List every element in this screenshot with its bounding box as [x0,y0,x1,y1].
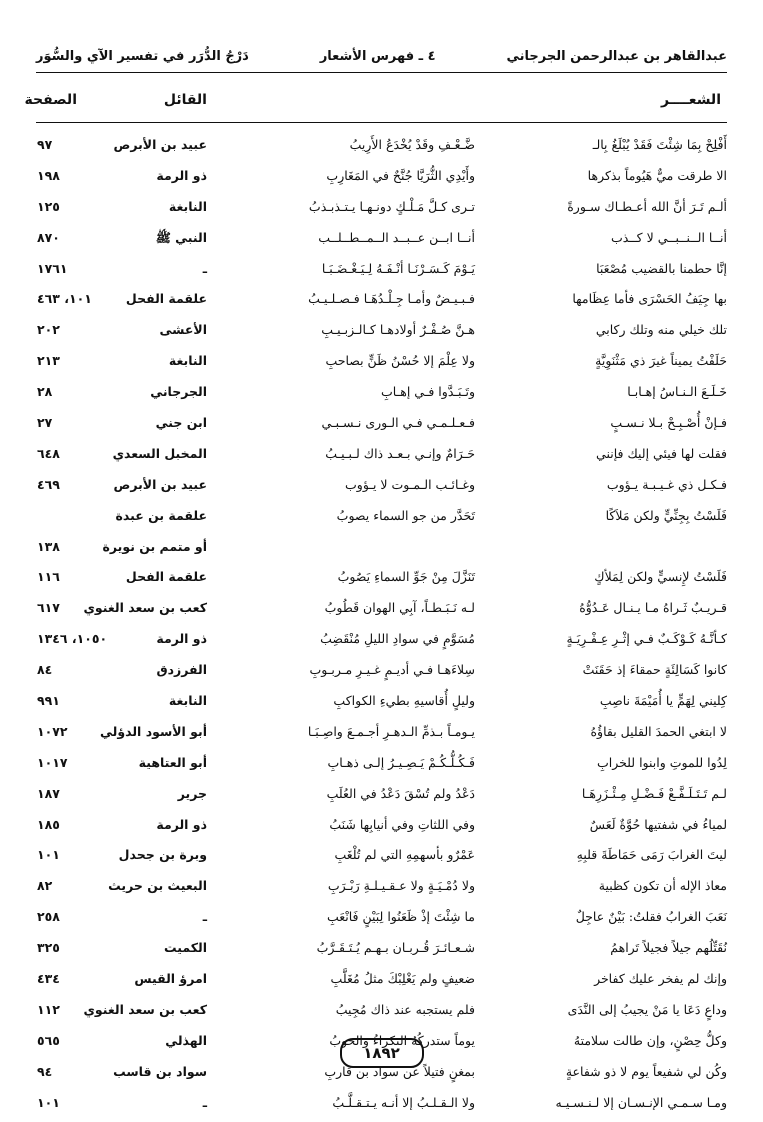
table-row [36,380,727,411]
verse-first-hemistich: وداعٍ دَعَا يا مَنْ يجيبُ إلى النَّدَى [567,1001,727,1017]
verse-speaker: ابن جني [155,415,207,431]
verse-first-hemistich: كـأنَّـهُ كَـوْكَـبٌ فـي إثْـرِ عِـفْـرِيَـةٍ [566,631,727,647]
verse-second-hemistich: تَحَدَّر من جو السماء يصوبُ [336,507,475,523]
verse-second-hemistich: فلم يستجبه عند ذاك مُجِيبُ [335,1001,475,1017]
verse-page-ref: ٥٦٥ [37,1032,60,1048]
verse-speaker: ذو الرمة [156,816,207,832]
table-row [36,226,727,257]
table-row [36,473,727,504]
verse-page-ref: ٤٦٩ [37,476,60,492]
verse-speaker: النابغة [168,353,207,369]
verse-first-hemistich: وكُن لي شفيعاً يوم لا ذو شفاعةٍ [565,1063,727,1079]
verse-page-ref: ١٣٨ [37,538,60,554]
verse-first-hemistich: فـإنْ أُصْـبِـحْ بـلا نـسـبٍ [610,415,727,431]
verse-second-hemistich: أنــا ابــن عــبــد الــمــطــلــب [318,229,475,245]
verse-page-ref: ١٢٥ [37,198,60,214]
verse-speaker: النابغة [168,198,207,214]
verse-speaker: الفرزدق [156,662,207,678]
verse-speaker: ذو الرمة [156,167,207,183]
table-row [36,658,727,689]
verse-first-hemistich: أنــا الــنــبــي لا كــذب [611,229,727,245]
verse-second-hemistich: ولا الـقـلـبُ إلا أنـه يـتـقـلَّـبُ [332,1094,475,1110]
header-rule [36,72,727,73]
table-row [36,843,727,874]
poetry-index-table [36,133,727,1122]
verse-first-hemistich: بها جِيَفُ الحَسْرَى فأما عِظَامها [572,291,727,307]
verse-second-hemistich: ولا دُمْـيَـةٍ ولا عـقـيـلـةِ رَبْـرَبِ [327,878,475,894]
verse-page-ref: ٩٤ [37,1063,53,1079]
verse-speaker: أو متمم بن نويرة [102,538,207,554]
verse-first-hemistich: وكلُّ حِصْنٍ، وإن طالت سلامتهُ [573,1032,727,1048]
verse-speaker: علقمة الفحل [125,291,207,307]
verse-second-hemistich: ولا عِلْمَ إلا حُسْنُ ظَنٍّ بصاحبِ [325,353,475,369]
verse-first-hemistich: الا طرقت ميٌّ هَيُوماً بذكرها [587,167,727,183]
verse-second-hemistich: تَنَزَّلَ مِنْ جَوِّ السماءِ يَصُوبُ [337,569,475,585]
table-row [36,1091,727,1122]
verse-second-hemistich: تـرى كـلَّ مَـلْـكٍ دونـهـا يـتـذبـذبُ [308,198,475,214]
verse-speaker: كعب بن سعد الغنوي [83,600,207,616]
verse-page-ref: ٢٨ [37,384,53,400]
column-header-poetry: الشعــــر [660,92,721,108]
table-row [36,596,727,627]
table-row [36,627,727,658]
verse-speaker: وبرة بن جحدل [118,847,207,863]
verse-page-ref: ١٨٥ [37,816,60,832]
verse-second-hemistich: بمغنٍ فتيلاً عن سواد بن قاربِ [324,1063,475,1079]
verse-speaker: ـ [202,260,207,276]
table-row [36,535,727,566]
table-row [36,967,727,998]
verse-speaker: أبو الأسود الدؤلي [100,723,207,739]
verse-speaker: عبيد بن الأبرص [113,137,207,152]
verse-speaker: المخبل السعدي [112,445,207,461]
header-author: عبدالقاهر بن عبدالرحمن الجرجاني [506,48,727,64]
verse-page-ref: ١٠١ [37,847,60,863]
verse-speaker: ذو الرمة [156,631,207,647]
verse-first-hemistich: لِدُوا للموتِ وابنوا للخرابِ [596,754,727,770]
verse-second-hemistich: يـومـاً بـذمِّ الـدهـرِ أجـمـعَ واصِـبَـا [307,723,475,739]
verse-first-hemistich: كِليني لِهَمٍّ يا أُمَيْمَةَ ناصِبِ [599,693,727,709]
verse-second-hemistich: ضَّـعْـفِ وقَدْ يُخْدَعُ الأَرِيبُ [349,137,475,152]
column-header-page: الصفحة [24,92,77,108]
table-row [36,257,727,288]
verse-page-ref: ١٠٥٠، ١٣٤٦ [37,631,108,647]
page-number-label: ١٨٩٢ [363,1044,400,1062]
table-row [36,318,727,349]
verse-second-hemistich: شـعـائـرَ قُـربـان بـهـم يُـتَـقَـرَّبُ [316,940,475,956]
verse-first-hemistich: فَلَسْتُ لإِنسيٍّ ولكن لِمَلأكٍ [594,569,727,585]
verse-speaker: ـ [202,1094,207,1110]
verse-second-hemistich: وتَـبَـدَّوا فـي إهـابِ [381,384,475,400]
header-book-title: دَرْجُ الدُّرَر في تفسير الآي والسُّوَر [36,48,249,64]
verse-second-hemistich: ما شِئْتَ إذْ ظَعَنُوا لِبَيْنٍ فَانْعَبِ [326,909,475,925]
verse-page-ref: ١٠١، ٤٦٣ [37,291,92,307]
verse-page-ref: ٢٧ [37,415,53,431]
verse-page-ref: ٨٧٠ [37,229,60,245]
verse-page-ref: ٩٩١ [37,693,60,709]
verse-first-hemistich: وإنك لم يفخر عليك كفاخر [594,971,727,987]
verse-first-hemistich: نُقَتِّلُهم جيلاً فجيلاً تَراهمُ [610,940,727,956]
table-row [36,504,727,535]
verse-second-hemistich: لـه نَـبَـطـاً، آبِي الهوان قَطُوبُ [324,600,475,616]
table-row [36,164,727,195]
verse-speaker: النبي ﷺ [155,229,207,245]
verse-first-hemistich: فقلت لها فيئي إليك فإنني [596,445,727,461]
verse-second-hemistich: حَـرَامٌ وإنـي بـعـد ذاك لـبـيـبُ [325,445,475,461]
verse-speaker: سواد بن قاسب [113,1063,207,1079]
verse-page-ref: ٢٥٨ [37,909,60,925]
verse-first-hemistich: لا ابتغي الحمدَ القليل بقاؤُهُ [590,723,727,739]
verse-second-hemistich: فَـكُـلُّـكُـمْ يَـصِـيـرُ إلـى ذهـابِ [327,754,475,770]
table-row [36,349,727,380]
table-row [36,195,727,226]
verse-page-ref: ٤٣٤ [37,971,60,987]
verse-page-ref: ٨٢ [37,878,53,894]
verse-speaker: عبيد بن الأبرص [113,476,207,492]
verse-page-ref: ٦٤٨ [37,445,60,461]
verse-page-ref: ١٨٧ [37,785,60,801]
verse-second-hemistich: وفي اللثاتِ وفي أنيابِها شَنَبُ [329,816,475,832]
table-row [36,411,727,442]
verse-first-hemistich: حَلَفْتُ يميناً غيرَ ذي مَثْنَوِيَّةٍ [595,353,727,369]
verse-second-hemistich: مُسَوَّمٍ في سوادِ الليلِ مُنْقَضِبُ [320,631,475,647]
verse-first-hemistich: فـكـل ذي غـيـبـة يـؤوب [606,476,727,492]
table-row [36,874,727,905]
verse-speaker: امرؤ القيس [134,971,207,987]
verse-page-ref: ١١٢ [37,1001,60,1017]
verse-second-hemistich: وغـائـب الـمـوت لا يـؤوب [345,476,475,492]
verse-speaker: علقمة بن عبدة [115,507,207,523]
verse-speaker: علقمة الفحل [125,569,207,585]
page-number [340,1038,424,1068]
verse-first-hemistich: خَـلَـعَ الـنـاسُ إهـابـا [627,384,727,400]
verse-second-hemistich: وأَيْدِي الثُّرَيَّا جُنَّحٌ في المَغَارِبِ [326,167,475,183]
table-row [36,565,727,596]
table-row [36,936,727,967]
column-header-rule [36,122,727,123]
table-row [36,782,727,813]
verse-second-hemistich: سِلاءَهـا فـي أديـمٍ غـيـرِ مـربـوبِ [309,662,475,678]
verse-second-hemistich: وليلٍ أُقاسيهِ بطيءِ الكواكبِ [333,693,475,709]
verse-speaker: البعيث بن حريث [108,878,207,894]
verse-page-ref: ٦١٧ [37,600,60,616]
verse-page-ref: ٢٠٢ [37,322,60,338]
verse-page-ref: ٢١٣ [37,353,60,369]
verse-first-hemistich: فَلَسْتُ بِجِنِّيٍّ ولكن مَلاَكًا [605,507,727,523]
verse-page-ref: ١٠١٧ [37,754,68,770]
verse-speaker: كعب بن سعد الغنوي [83,1001,207,1017]
running-header [36,44,727,68]
verse-first-hemistich: لمياءُ في شفتيها حُوَّةٌ لَعَسٌ [589,816,727,832]
verse-first-hemistich: ومـا سـمـي الإنـسـان إلا لـنـسـيـه [555,1094,727,1110]
verse-first-hemistich: قـريـبٌ ثَـراهُ مـا يـنـال عَـدُوُّهُ [579,600,727,616]
verse-page-ref: ١٠١ [37,1094,60,1110]
verse-page-ref: ٩٧ [37,137,53,152]
verse-second-hemistich: دَعْدُ ولم تُسْقَ دَعْدُ في العُلَبِ [326,785,475,801]
table-row [36,133,727,164]
verse-speaker: الأعشى [159,322,207,338]
table-row [36,720,727,751]
verse-second-hemistich: ضعيفٍ ولم يَغْلِبْكَ مثلُ مُغَلَّبِ [330,971,475,987]
verse-page-ref: ١٩٨ [37,167,60,183]
verse-speaker: جرير [177,785,207,801]
verse-page-ref: ٣٢٥ [37,940,60,956]
column-header-speaker: القائل [163,92,207,108]
verse-first-hemistich: ألـم تَـرَ أنَّ الله أعـطـاك سـورةً [567,198,727,214]
header-section: ٤ ـ فهرس الأشعار [319,48,436,64]
table-row [36,751,727,782]
table-row [36,998,727,1029]
table-row [36,287,727,318]
table-row [36,442,727,473]
verse-speaker: النابغة [168,693,207,709]
verse-page-ref: ١٠٧٢ [37,723,68,739]
verse-page-ref: ١١٦ [37,569,60,585]
verse-speaker: الجرجاني [150,384,207,400]
verse-page-ref: ١٧٦١ [37,260,68,276]
verse-first-hemistich: نَعَبَ الغرابُ فقلتُ: بَيْنٌ عاجِلٌ [575,909,727,925]
verse-speaker: الكميت [164,940,207,956]
verse-second-hemistich: فـعـلـمـي فـي الـورى نـسـبـي [321,415,475,431]
verse-second-hemistich: يَـوْمَ كَـسَـرْنَـا أنْـفَـهُ لِـيَـغْـضَـبَـا [321,260,475,276]
verse-first-hemistich: أَفْلِحْ بِمَا شِئْتَ فَقَدْ يُبْلَغُ بِالـ [592,137,727,152]
verse-first-hemistich: إنَّا حطمنا بالقضيب مُصْعَبَا [596,260,727,276]
verse-first-hemistich: كانوا كَسَالِئَةٍ حمقاءَ إذ حَقَنَتْ [582,662,727,678]
verse-speaker: أبو العتاهية [138,754,207,770]
table-row [36,689,727,720]
verse-second-hemistich: فـبـيـضٌ وأمـا جِـلْـدُهَـا فـصـلـيـبُ [308,291,475,307]
verse-speaker: الهذلي [165,1032,207,1048]
verse-first-hemistich: معاذ الإله أن تكون كظبية [598,878,727,894]
verse-first-hemistich: لـم تَـتَـلَـفَّـعْ فَـضْـلِ مِـئْـزَرِهَـا [581,785,727,801]
verse-second-hemistich: هـنَّ صُـفْـرٌ أولادهـا كـالـزبـيـبِ [321,322,475,338]
verse-speaker: ـ [202,909,207,925]
verse-first-hemistich: ليتَ الغرابَ رَمَى حَمَاطَةَ قلبِهِ [576,847,727,863]
verse-second-hemistich: يوماً ستدركُهُ النكراءُ والحوبُ [329,1032,475,1048]
verse-second-hemistich: عَمْرٌو بأسهمِهِ التي لم تُلْغَبِ [334,847,475,863]
table-row [36,813,727,844]
verse-page-ref: ٨٤ [37,662,53,678]
column-headers [24,92,727,116]
verse-first-hemistich: تلك خيلي منه وتلك ركابي [595,322,727,338]
table-row [36,905,727,936]
